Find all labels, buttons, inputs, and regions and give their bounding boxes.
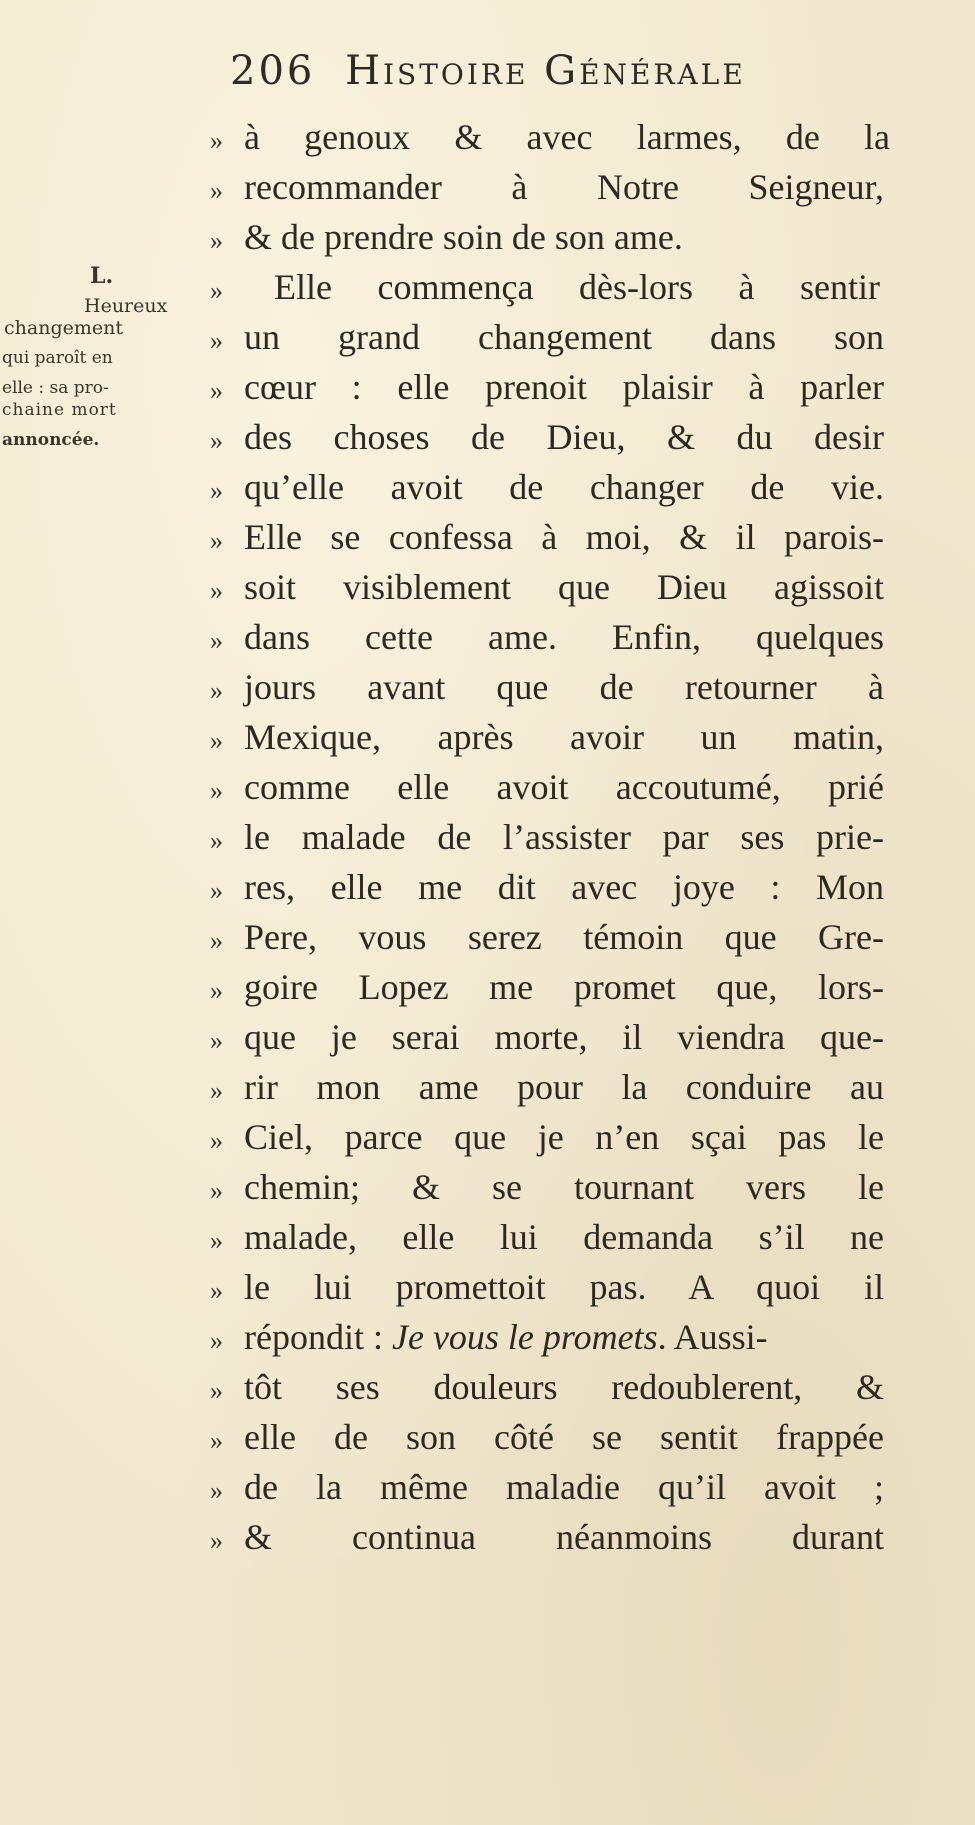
margin-note-line: changement — [4, 317, 123, 339]
margin-note-line: elle : sa pro- — [2, 378, 109, 398]
margin-note-line: annoncée. — [2, 430, 100, 450]
text-line: » le lui promettoit pas. A quoi il — [210, 1267, 884, 1307]
running-header — [230, 48, 746, 94]
text-line: » que je serai morte, il viendra que- — [210, 1017, 884, 1057]
text-line: » dans cette ame. Enfin, quelques — [210, 617, 884, 657]
text-line: » Pere, vous serez témoin que Gre- — [210, 917, 884, 957]
text-line: » Mexique, après avoir un matin, — [210, 717, 884, 757]
text-line: » & continua néanmoins durant — [210, 1517, 884, 1557]
text-line: » Ciel, parce que je n’en sçai pas le — [210, 1117, 884, 1157]
text-line: » répondit : Je vous le promets. Aussi- — [210, 1317, 768, 1357]
margin-note-number: L. — [90, 263, 114, 289]
text-line: » des choses de Dieu, & du desir — [210, 417, 884, 457]
text-line: » res, elle me dit avec joye : Mon — [210, 867, 884, 907]
text-line: » cœur : elle prenoit plaisir à parler — [210, 367, 884, 407]
text-line: » Elle se confessa à moi, & il parois- — [210, 517, 884, 557]
page-number: 206 — [230, 48, 316, 94]
text-line: » qu’elle avoit de changer de vie. — [210, 467, 884, 507]
text-line: » rir mon ame pour la conduire au — [210, 1067, 884, 1107]
text-line: » de la même maladie qu’il avoit ; — [210, 1467, 884, 1507]
text-line: » le malade de l’assister par ses prie- — [210, 817, 884, 857]
margin-note-line: chaine mort — [2, 400, 117, 420]
show-through-smudge — [235, 1760, 895, 1780]
text-line: » soit visiblement que Dieu agissoit — [210, 567, 884, 607]
running-title: Histoire Générale — [345, 48, 746, 94]
text-line: » malade, elle lui demanda s’il ne — [210, 1217, 884, 1257]
text-line: » comme elle avoit accoutumé, prié — [210, 767, 884, 807]
margin-note-line: Heureux — [84, 295, 168, 317]
text-line: » tôt ses douleurs redoublerent, & — [210, 1367, 884, 1407]
text-line: » & de prendre soin de son ame. — [210, 217, 683, 257]
text-line: » Elle commença dès-lors à sentir — [210, 267, 880, 307]
margin-note-line: qui paroît en — [2, 348, 113, 368]
text-line: » à genoux & avec larmes, de la — [210, 117, 890, 157]
text-line: » elle de son côté se sentit frappée — [210, 1417, 884, 1457]
text-line: » recommander à Notre Seigneur, — [210, 167, 884, 207]
italic-phrase: Je vous le promets — [391, 1317, 658, 1357]
text-line: » chemin; & se tournant vers le — [210, 1167, 884, 1207]
text-line: » jours avant que de retourner à — [210, 667, 884, 707]
text-line: » goire Lopez me promet que, lors- — [210, 967, 884, 1007]
text-line: » un grand changement dans son — [210, 317, 884, 357]
